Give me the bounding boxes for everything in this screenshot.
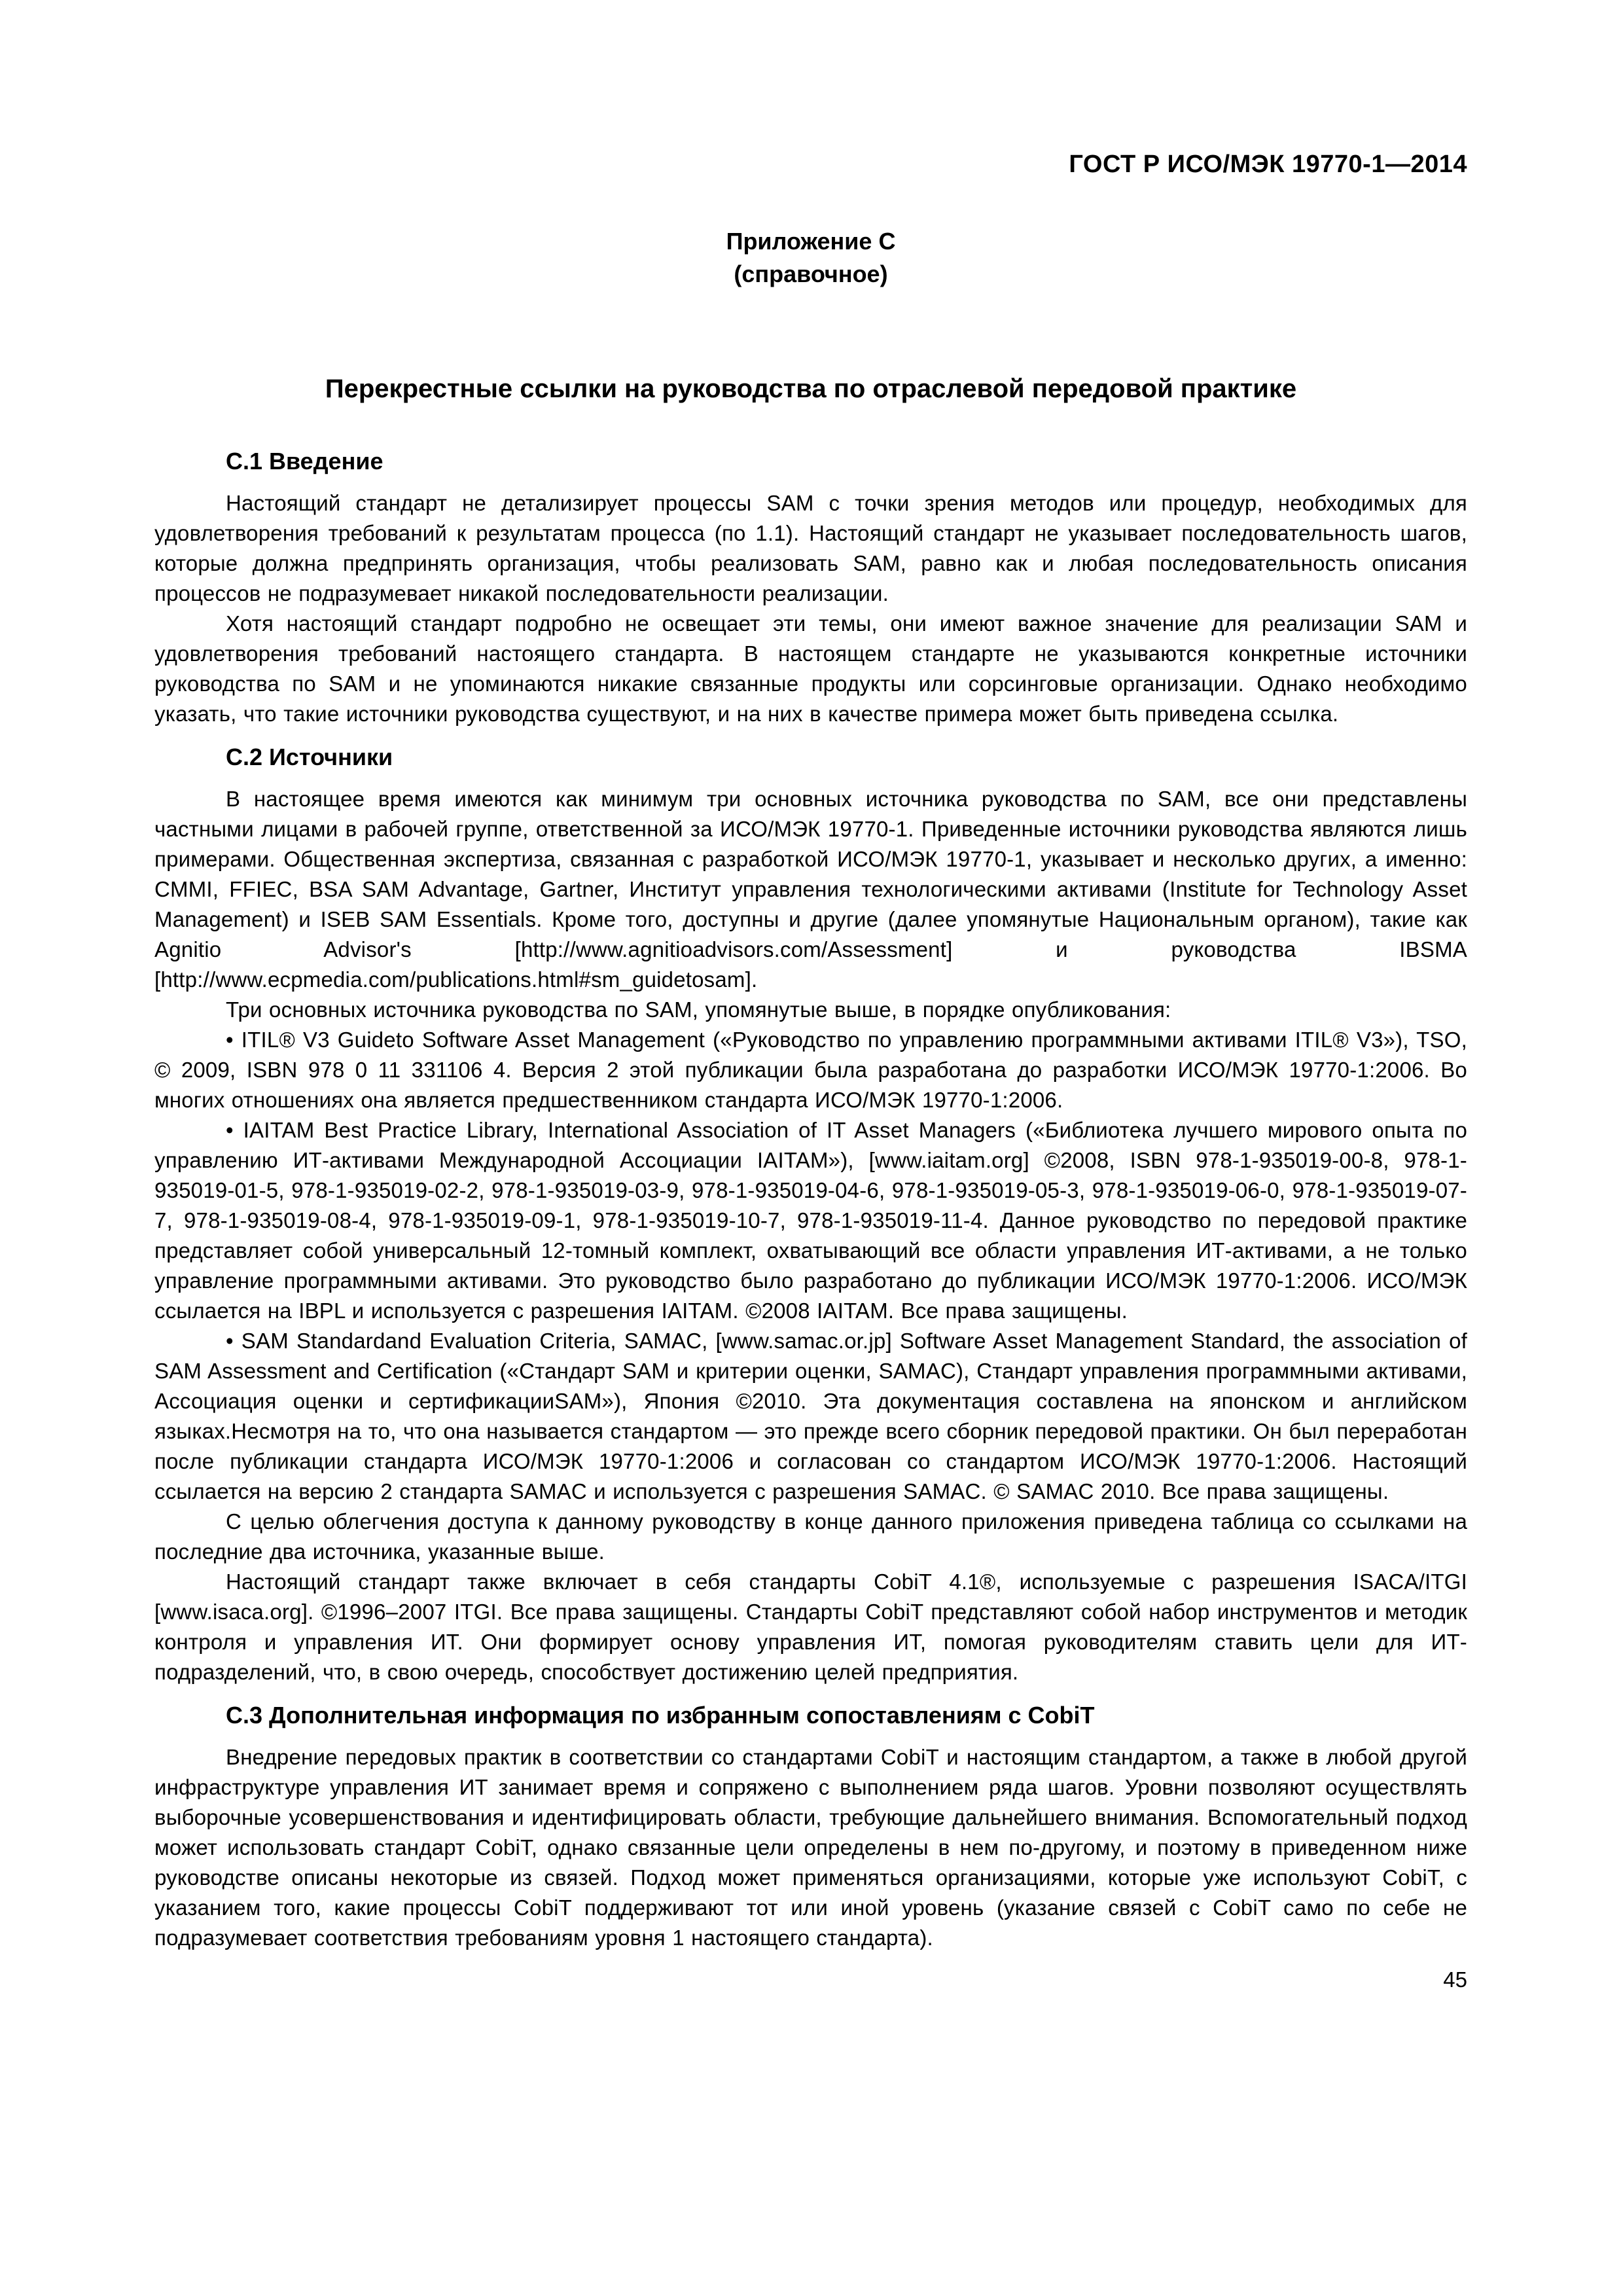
paragraph: С целью облегчения доступа к данному руководству в конце данного приложения приведена таблица со ссылками на последние два источника, указанные выше. — [154, 1509, 1467, 1564]
page-title: Перекрестные ссылки на руководства по отраслевой передовой практике — [325, 374, 1297, 403]
section-c3-heading: С.3 Дополнительная информация по избранным сопоставлениям с CobiT — [226, 1702, 1095, 1729]
section-c2-sources — [154, 742, 1467, 1687]
standard-code-header: ГОСТ Р ИСО/МЭК 19770-1—2014 — [1069, 151, 1467, 178]
paragraph: В настоящее время имеются как минимум три основных источника руководства по SAM, все они представлены частными лицами в рабочей группе, ответственной за ИСО/МЭК 19770-1. Приведенные источники руководства являются лишь примерами. Общественная экспертиза, связанная с разработкой ИСО/МЭК 19770-1, указывает и несколько других, а именно: CMMI, FFIEC, BSA SAM Advantage, Gartner, Институт управления технологическими активами (Institute for Technology Asset Management) и ISEB SAM Essentials. Кроме того, доступны и другие (далее упомянутые Национальным органом), такие как Agnitio Advisor's [http://www.agnitioadvisors.com/Assessment] и руководства IBSMA [http://www.ecpmedia.com/publications.html#sm_guidetosam]. — [154, 787, 1467, 992]
paragraph: Настоящий стандарт не детализирует процессы SAM с точки зрения методов или процедур, необходимых для удовлетворения требований к результатам процесса (по 1.1). Настоящий стандарт не указывает последовательность шагов, которые должна предпринять организация, чтобы реализовать SAM, равно как и любая последовательность описания процессов не подразумевает никакой последовательности реализации. — [154, 491, 1467, 605]
bullet-item-samac: • SAM Standardand Evaluation Criteria, SAMAC, [www.samac.or.jp] Software Asset Management Standard, the association of SAM Assessment and Certification («Стандарт SAM и критерии оценки, SAMAC), Стандарт управления программными активами, Ассоциация оценки и сертификацииSAM»), Япония ©2010. Эта документация составлена на японском и английском языках.Несмотря на то, что она называется стандартом — это прежде всего сборник передовой практики. Он был переработан после публикации стандарта ИСО/МЭК 19770-1:2006 и согласован со стандартом ИСО/МЭК 19770-1:2006. Настоящий ссылается на версию 2 стандарта SAMAC и используется с разрешения SAMAC. © SAMAC 2010. Все права защищены. — [154, 1329, 1467, 1503]
section-c2-heading: С.2 Источники — [226, 744, 393, 770]
paragraph: Хотя настоящий стандарт подробно не освещает эти темы, они имеют важное значение для реализации SAM и удовлетворения требований настоящего стандарта. В настоящем стандарте не указываются конкретные источники руководства по SAM и не упоминаются никакие связанные продукты или сорсинговые организации. Однако необходимо указать, что такие источники руководства существуют, и на них в качестве примера может быть приведена ссылка. — [154, 611, 1467, 726]
section-c1-introduction — [154, 446, 1467, 729]
paragraph: Внедрение передовых практик в соответствии со стандартами CobiT и настоящим стандартом, а также в любой другой инфраструктуре управления ИТ занимает время и сопряжено с выполнением ряда шагов. Уровни позволяют осуществлять выборочные усовершенствования и идентифицировать области, требующие дальнейшего внимания. Вспомогательный подход может использовать стандарт CobiT, однако связанные цели определены в нем по-другому, и поэтому в приведенном ниже руководстве описаны некоторые из связей. Подход может применяться организациями, которые уже используют CobiT, с указанием того, какие процессы CobiT поддерживают тот или иной уровень (указание связей с CobiT само по себе не подразумевает соответствия требованиям уровня 1 настоящего стандарта). — [154, 1745, 1467, 1950]
page-number: 45 — [1443, 1967, 1467, 1992]
annex-type: (справочное) — [734, 260, 888, 287]
annex-label: Приложение С — [726, 228, 896, 255]
paragraph: Настоящий стандарт также включает в себя стандарты CobiT 4.1®, используемые с разрешения ISACA/ITGI [www.isaca.org]. ©1996–2007 ITGI. Все права защищены. Стандарты CobiT представляют собой набор инструментов и методик контроля и управления ИТ. Они формирует основу управления ИТ, помогая руководителям ставить цели для ИТ-подразделений, что, в свою очередь, способствует достижению целей предприятия. — [154, 1570, 1467, 1684]
section-c1-heading: С.1 Введение — [226, 448, 383, 475]
section-c3-cobit — [154, 1700, 1467, 1953]
paragraph: Три основных источника руководства по SAM, упомянутые выше, в порядке опубликования: — [226, 997, 1171, 1022]
bullet-item-iaitam: • IAITAM Best Practice Library, International Association of IT Asset Managers («Библиотека лучшего мирового опыта по управлению ИТ-активами Международной Ассоциации IAITAM»), [www.iaitam.org] ©2008, ISBN 978-1-935019-00-8, 978-1-935019-01-5, 978-1-935019-02-2, 978-1-935019-03-9, 978-1-935019-04-6, 978-1-935019-05-3, 978-1-935019-06-0, 978-1-935019-07-7, 978-1-935019-08-4, 978-1-935019-09-1, 978-1-935019-10-7, 978-1-935019-11-4. Данное руководство по передовой практике представляет собой универсальный 12-томный комплект, охватывающий все области управления ИТ-активами, а не только управление программными активами. Это руководство было разработано до публикации ИСО/МЭК 19770-1:2006. ИСО/МЭК ссылается на IBPL и используется с разрешения IAITAM. ©2008 IAITAM. Все права защищены. — [154, 1118, 1467, 1323]
bullet-item-itil: • ITIL® V3 Guideto Software Asset Management («Руководство по управлению программными активами ITIL® V3»), TSO, © 2009, ISBN 978 0 11 331106 4. Версия 2 этой публикации была разработана до разработки ИСО/МЭК 19770-1:2006. Во многих отношениях она является предшественником стандарта ИСО/МЭК 19770-1:2006. — [154, 1028, 1467, 1112]
